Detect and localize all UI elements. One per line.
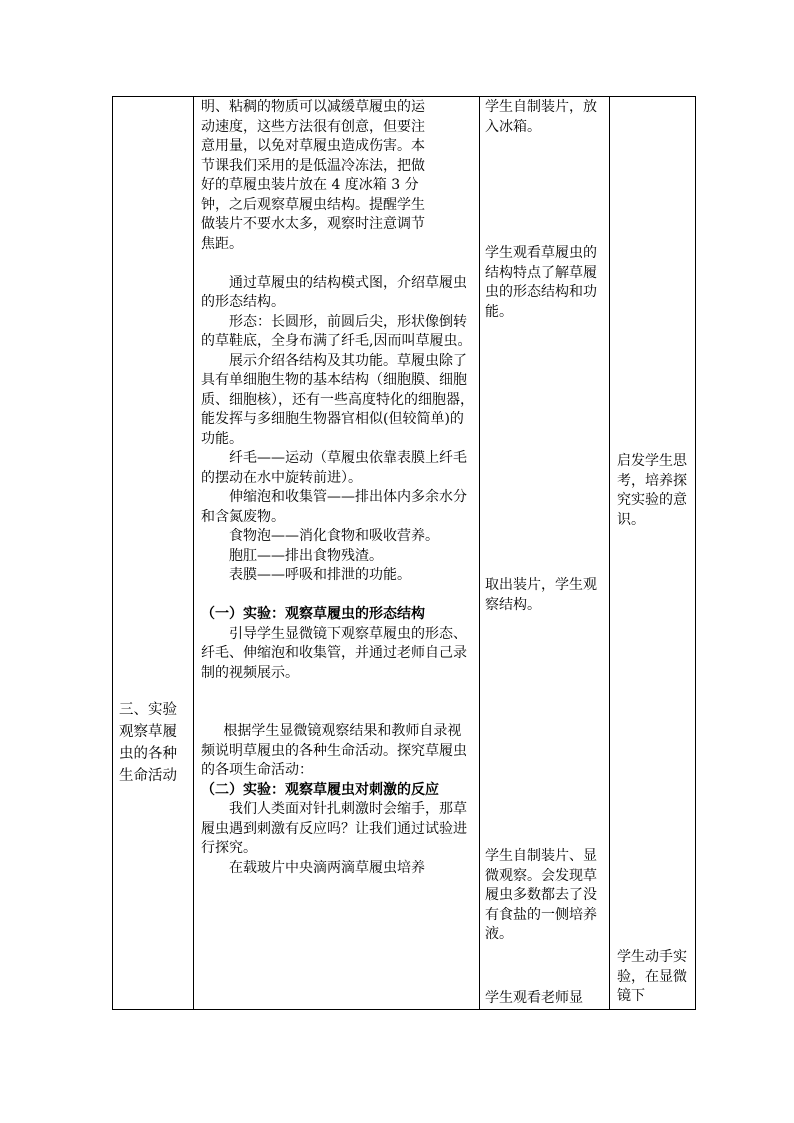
text-line: 钟，之后观察草履虫结构。提醒学生	[201, 196, 425, 213]
stage-label-line: 观察草履	[119, 724, 177, 740]
pellicle-paragraph: 表膜——呼吸和排泄的功能。	[229, 567, 411, 583]
stage-label	[119, 699, 191, 787]
shape-paragraph: 形态：长圆形，前圆后尖，形状像倒转的草鞋底，全身布满了纤毛,因而叫草履虫。	[201, 313, 472, 349]
lesson-table	[112, 96, 696, 1010]
experiment-2-body: 我们人类面对针扎刺激时会缩手，那草履虫遇到刺激有反应吗？让我们通过试验进行探究。	[201, 801, 467, 856]
text-line: 焦距。	[201, 235, 243, 252]
experiment-2-title: （二）实验：观察草履虫对刺激的反应	[201, 781, 439, 798]
vacuole-paragraph: 伸缩泡和收集管——排出体内多余水分和含氮废物。	[201, 489, 467, 525]
stage-label-line: 生命活动	[119, 768, 177, 784]
student-activity-3: 取出装片，学生观察结构。	[485, 577, 597, 613]
design-intent-1: 启发学生思考，培养探究实验的意识。	[617, 453, 687, 528]
stage-label-line: 虫的各种	[119, 746, 177, 762]
student-activity-4: 学生自制装片、显微观察。会发现草履虫多数都去了没有食盐的一侧培养液。	[485, 848, 597, 942]
last-line: 在载玻片中央滴两滴草履虫培养	[229, 859, 425, 876]
student-activity-1: 学生自制装片，放入冰箱。	[485, 99, 597, 135]
column-divider	[193, 97, 194, 1009]
student-activity-2: 学生观看草履虫的结构特点了解草履虫的形态结构和功能。	[485, 245, 597, 320]
text-line: 意用量，以免对草履虫造成伤害。本	[201, 138, 425, 154]
design-intent-2: 学生动手实验，在显微镜下	[617, 949, 687, 1004]
column-divider	[609, 97, 610, 1009]
experiment-1-body: 引导学生显微镜下观察草履虫的形态、纤毛、伸缩泡和收集管，并通过老师自己录制的视频展示。	[201, 625, 467, 681]
text-line: 好的草履虫装片放在 4 度冰箱 3 分	[201, 177, 419, 193]
text-line: 动速度，这些方法很有创意，但要注	[201, 118, 425, 135]
text-line: 做装片不要水太多，观察时注意调节	[201, 216, 425, 232]
column-divider	[479, 97, 480, 1009]
text-line: 节课我们采用的是低温冷冻法，把做	[201, 157, 425, 174]
structure-intro: 通过草履虫的结构模式图，介绍草履虫的形态结构。	[201, 274, 467, 310]
stage-label-line: 三、实验	[119, 702, 177, 718]
experiment-1-title: （一）实验：观察草履虫的形态结构	[201, 606, 425, 622]
cilia-paragraph: 纤毛——运动（草履虫依靠表膜上纤毛的摆动在水中旋转前进）。	[201, 450, 467, 486]
food-vacuole-paragraph: 食物泡——消化食物和吸收营养。	[229, 528, 439, 544]
teacher-activity	[201, 98, 475, 878]
student-activity-5: 学生观看老师显	[485, 990, 583, 1006]
anal-pore-paragraph: 胞肛——排出食物残渣。	[229, 547, 383, 564]
text-line: 明、粘稠的物质可以减缓草履虫的运	[201, 99, 425, 115]
organelle-intro: 展示介绍各结构及其功能。草履虫除了具有单细胞生物的基本结构（细胞膜、细胞质、细胞核），还有一些高度特化的细胞器，能发挥与多细胞生物器官相似(但较简单)的功能。	[201, 352, 474, 447]
summary-paragraph: 根据学生显微镜观察结果和教师自录视频说明草履虫的各种生命活动。探究草履虫的各项生命活动：	[201, 723, 467, 778]
